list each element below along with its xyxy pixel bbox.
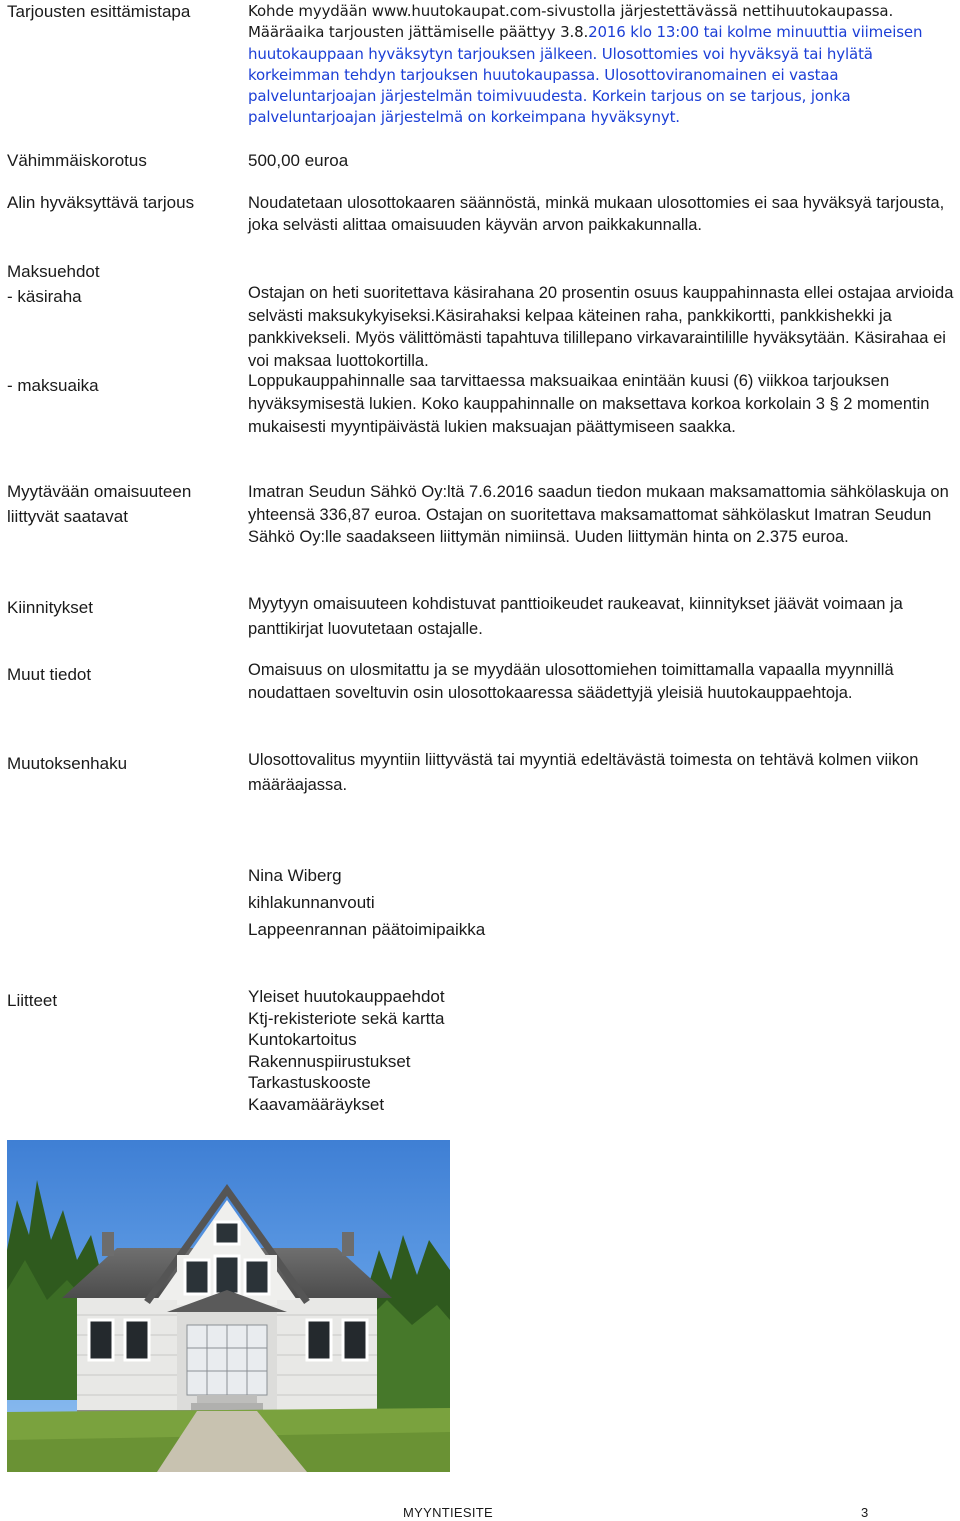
- attachment-item: Kuntokartoitus: [248, 1030, 357, 1049]
- other-info-text: Omaisuus on ulosmitattu ja se myydään ulosottomiehen toimittamalla vapaalla myynnillä noudattaen soveltuvin osin ulosottokaaressa säädettyjä yleisiä huutokauppaehtoja.: [248, 661, 894, 702]
- house-photo: [7, 1140, 450, 1472]
- payment-time-text: Loppukauppahinnalle saa tarvittaessa maksuaikaa enintään kuusi (6) viikkoa tarjouksen hyväksymisestä lukien. Koko kauppahinnalle on maksettava korkoa korkolain 3 § 2 momentin mukaisesti myyntipäivästä lukien maksuajan päättymiseen saakka.: [248, 372, 930, 436]
- label-receivables-line1: Myytävään omaisuuteen: [7, 482, 192, 501]
- signature-block: [248, 862, 485, 943]
- signature-office: Lappeenrannan päätoimipaikka: [248, 920, 486, 939]
- attachments-list: [248, 986, 445, 1115]
- appeal-text: Ulosottovalitus myyntiin liittyvästä tai myyntiä edeltävästä toimesta on tehtävä kolmen viikon määräajassa.: [248, 751, 919, 794]
- attachment-item: Ktj-rekisteriote sekä kartta: [248, 1008, 445, 1028]
- tender-display-text-part1: Kohde myydään www.huutokaupat.com-sivustolla järjestettävässä nettihuutokaupassa. Määräaika tarjousten jättämiselle päättyy 3.8.: [248, 2, 894, 42]
- label-payment-terms: Maksuehdot: [7, 262, 100, 281]
- receivables-text: Imatran Seudun Sähkö Oy:ltä 7.6.2016 saadun tiedon mukaan maksamattomia sähkölaskuja on yhteensä 336,87 euroa. Ostajan on suoritettava maksamattomat sähkölaskut Imatran Seudun Sähkö Oy:lle saadakseen liittymän nimiinsä. Uuden liittymän hinta on 2.375 euroa.: [248, 483, 949, 546]
- signature-name: Nina Wiberg: [248, 866, 342, 885]
- label-other-info: Muut tiedot: [7, 665, 92, 684]
- min-increment-value: 500,00 euroa: [248, 151, 349, 170]
- attachment-item: Kaavamääräykset: [248, 1094, 385, 1114]
- signature-title: kihlakunnanvouti: [248, 893, 375, 912]
- tender-display-text-part2: 2016 klo 13:00 tai kolme minuuttia viimeisen huutokauppaan hyväksytyn tarjouksen jälkeen. Ulosottomies voi hyväksyä tai hylätä korkeimman tehdyn tarjouksen huutokaupassa. Ulosottoviranomainen ei vastaa palveluntarjoajan järjestelmän toimivuudesta. Korkein tarjous on se tarjous, jonka palveluntarjoajan järjestelmä on korkeimpana hyväksynyt.: [248, 23, 923, 127]
- page-number: 3: [861, 1505, 869, 1520]
- label-payment-time: - maksuaika: [7, 376, 99, 395]
- attachment-item: Rakennuspiirustukset: [248, 1051, 411, 1071]
- mortgages-text: Myytyyn omaisuuteen kohdistuvat panttioikeudet raukeavat, kiinnitykset jäävät voimaan ja panttikirjat luovutetaan ostajalle.: [248, 595, 903, 638]
- label-attachments: Liitteet: [7, 991, 58, 1010]
- tender-display-text: [248, 1, 960, 129]
- label-appeal: Muutoksenhaku: [7, 754, 128, 773]
- label-tender-display: Tarjousten esittämistapa: [7, 2, 191, 21]
- attachment-item: Yleiset huutokauppaehdot: [248, 987, 445, 1006]
- label-mortgages: Kiinnitykset: [7, 598, 93, 617]
- lowest-acceptable-text: Noudatetaan ulosottokaaren säännöstä, minkä mukaan ulosottomies ei saa hyväksyä tarjousta, joka selvästi alittaa omaisuuden käyvän arvon paikkakunnalla.: [248, 194, 945, 234]
- footer-title: MYYNTIESITE: [403, 1505, 493, 1520]
- label-min-increment: Vähimmäiskorotus: [7, 151, 147, 170]
- down-payment-text: Ostajan on heti suoritettava käsirahana 20 prosentin osuus kauppahinnasta ellei ostajaa arvioida selvästi maksukykyiseksi.Käsirahaksi kelpaa käteinen raha, pankkikortti, pankkishekki ja pankkivekseli. Myös välittömästi tapahtuva tilillepano virkavaraintilille hyväksytään. Käsirahaa ei voi maksaa luottokortilla.: [248, 284, 954, 370]
- label-receivables-line2: liittyvät saatavat: [7, 507, 128, 526]
- label-down-payment: - käsiraha: [7, 287, 82, 306]
- attachment-item: Tarkastuskooste: [248, 1073, 371, 1092]
- label-lowest-acceptable: Alin hyväksyttävä tarjous: [7, 193, 195, 212]
